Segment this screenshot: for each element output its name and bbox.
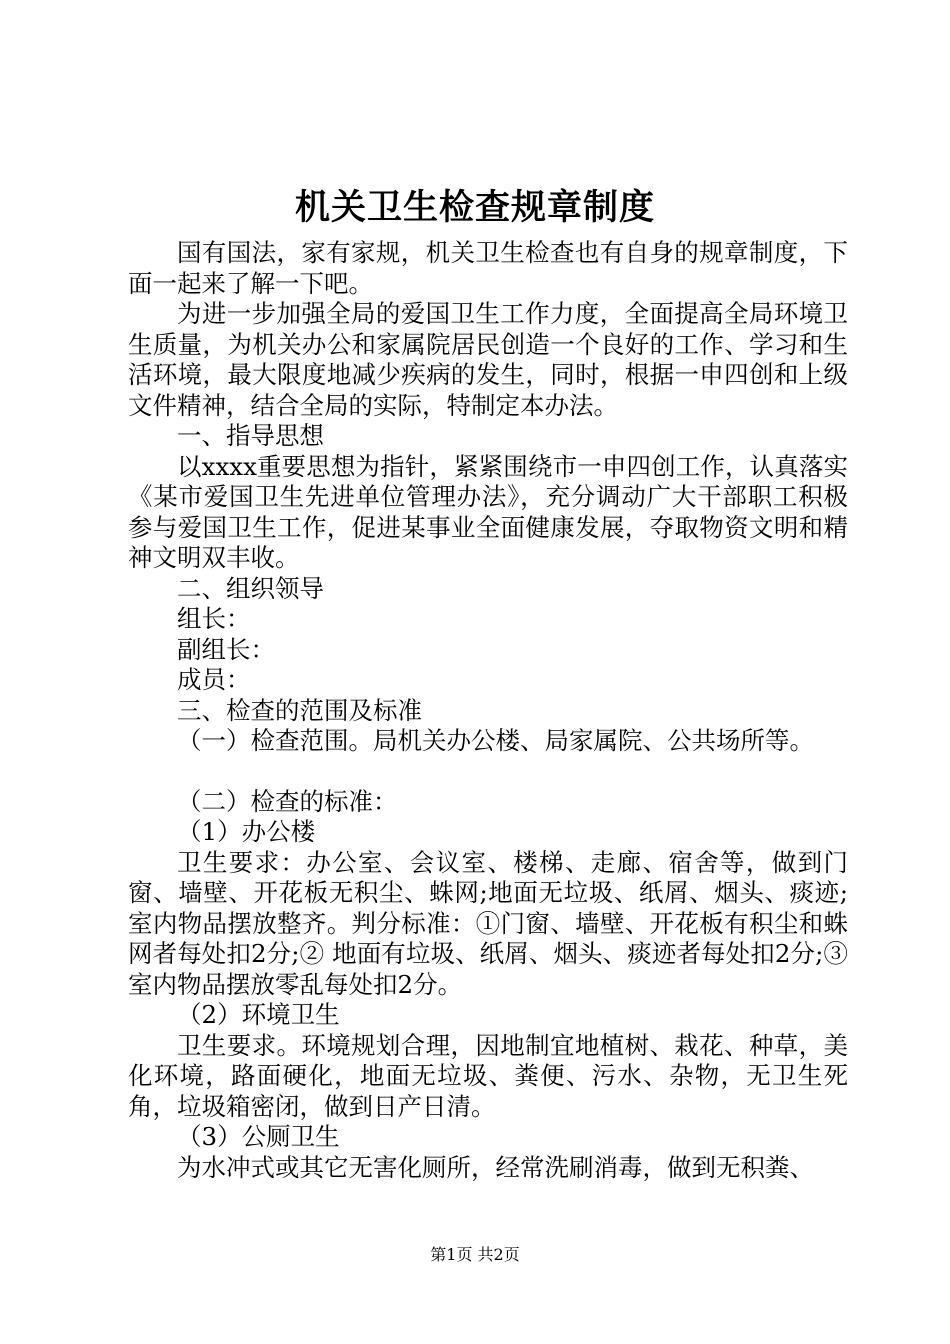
- page-number-footer: 第1页 共2页: [430, 1245, 520, 1264]
- heading-scope-and-standards: 三、检查的范围及标准: [177, 695, 422, 725]
- heading-inspection-standards: （二）检查的标准：: [177, 786, 398, 816]
- line-group-leader: 组长：: [177, 604, 251, 633]
- heading-guiding-ideology: 一、指导思想: [177, 421, 324, 450]
- paragraph-intro: 国有国法，家有家规，机关卫生检查也有自身的规章制度，下面一起来了解一下吧。: [128, 238, 848, 298]
- line-members: 成员：: [177, 665, 251, 694]
- paragraph-office-building-requirements: 卫生要求：办公室、会议室、楼梯、走廊、宿舍等，做到门窗、墙壁、开花板无积尘、蛛网;地面无垃圾、纸屑、烟头、痰迹;室内物品摆放整齐。判分标准：①门窗、墙壁、开花板有积尘和蛛网者每处扣2分;② 地面有垃圾、纸屑、烟头、痰迹者每处扣2分;③ 室内物品摆放零乱每处扣2分。: [128, 847, 848, 999]
- paragraph-environmental-hygiene-requirements: 卫生要求。环境规划合理，因地制宜地植树、栽花、种草，美化环境，路面硬化，地面无垃圾、粪便、污水、杂物，无卫生死角，垃圾箱密闭，做到日产日清。: [128, 1030, 848, 1121]
- document-body: [128, 238, 848, 1183]
- subheading-office-building: （1）办公楼: [177, 817, 316, 846]
- line-deputy-group-leader: 副组长：: [177, 634, 275, 664]
- subheading-environmental-hygiene: （2）环境卫生: [177, 1000, 340, 1029]
- paragraph-purpose: 为进一步加强全局的爱国卫生工作力度，全面提高全局环境卫生质量，为机关办公和家属院居民创造一个良好的工作、学习和生活环境，最大限度地减少疾病的发生，同时，根据一申四创和上级文件精神，结合全局的实际，特制定本办法。: [128, 299, 848, 420]
- subheading-public-toilet-hygiene: （3）公厕卫生: [177, 1122, 340, 1151]
- paragraph-inspection-scope: （一）检查范围。局机关办公楼、局家属院、公共场所等。: [177, 726, 814, 755]
- paragraph-guiding-ideology: 以xxxx重要思想为指针，紧紧围绕市一申四创工作，认真落实《某市爱国卫生先进单位管理办法》，充分调动广大干部职工积极参与爱国卫生工作，促进某事业全面健康发展，夺取物资文明和精神文明双丰收。: [128, 451, 848, 572]
- document-title: 机关卫生检查规章制度: [294, 187, 655, 228]
- heading-organization: 二、组织领导: [177, 573, 324, 603]
- paragraph-public-toilet-requirements: 为水冲式或其它无害化厕所，经常洗刷消毒，做到无积粪、: [177, 1152, 814, 1182]
